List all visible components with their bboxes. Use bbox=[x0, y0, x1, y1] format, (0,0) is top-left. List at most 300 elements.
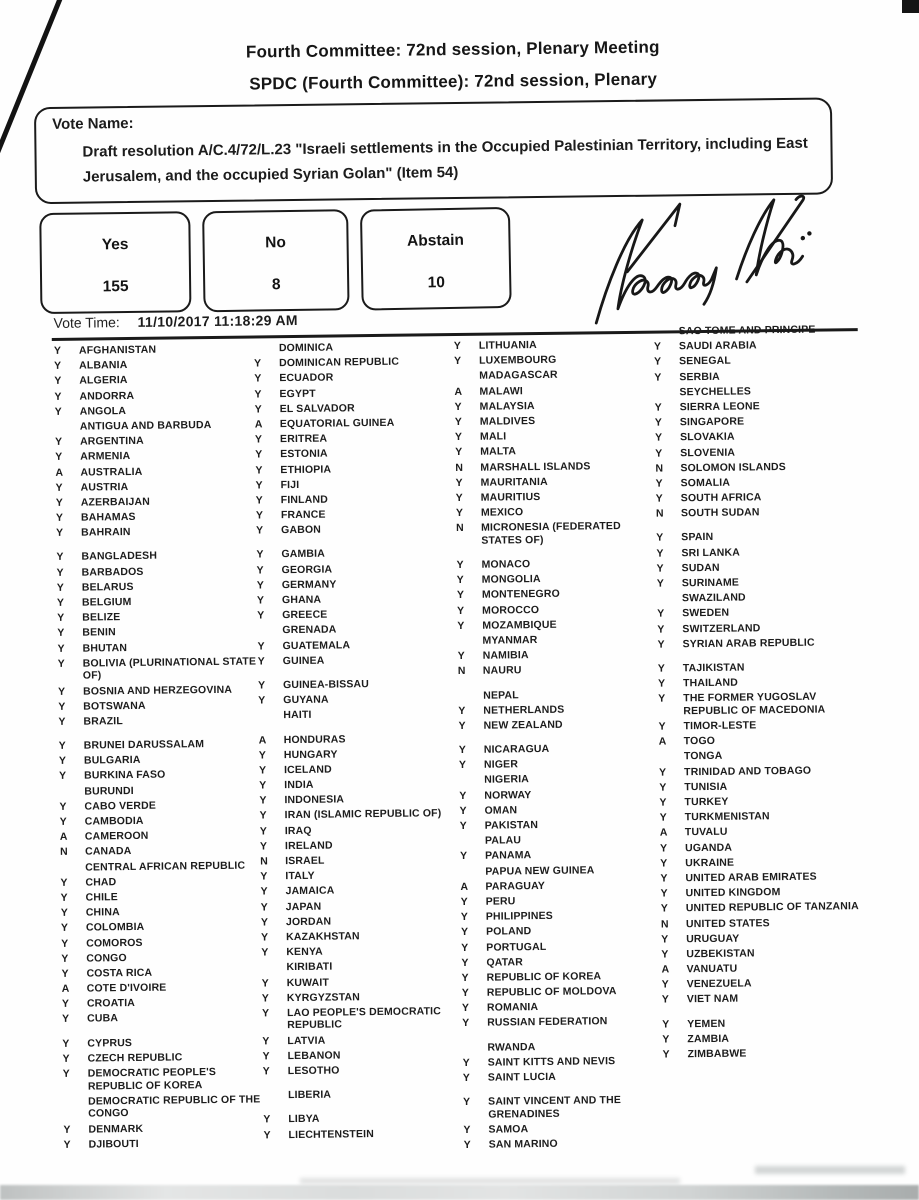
vote-row bbox=[256, 546, 456, 561]
vote-letter: Y bbox=[257, 609, 265, 622]
country-name: COLOMBIA bbox=[85, 921, 145, 934]
vote-row bbox=[458, 702, 658, 717]
country-name: BRAZIL bbox=[83, 715, 123, 728]
vote-row bbox=[461, 924, 661, 939]
country-name: GUYANA bbox=[283, 693, 329, 707]
country-name: UNITED KINGDOM bbox=[685, 886, 781, 900]
vote-letter: Y bbox=[60, 922, 69, 935]
country-name: JORDAN bbox=[285, 915, 332, 928]
country-name: NAMIBIA bbox=[482, 649, 529, 662]
vote-row bbox=[460, 848, 660, 863]
country-name: NORWAY bbox=[484, 788, 532, 802]
vote-row bbox=[659, 748, 919, 764]
country-name: SOMALIA bbox=[680, 476, 731, 490]
vote-row bbox=[459, 742, 659, 757]
vote-letter: Y bbox=[256, 524, 264, 537]
vote-letter: Y bbox=[261, 931, 269, 944]
vote-row bbox=[256, 522, 456, 537]
vote-letter: Y bbox=[260, 916, 269, 929]
tally-box-no bbox=[202, 209, 349, 312]
vote-row bbox=[662, 991, 919, 1007]
country-name: KUWAIT bbox=[286, 976, 330, 989]
vote-letter: Y bbox=[654, 416, 662, 429]
country-name: MYANMAR bbox=[482, 634, 538, 647]
country-name: MADAGASCAR bbox=[479, 369, 558, 383]
vote-letter: Y bbox=[456, 558, 464, 572]
vote-row bbox=[257, 638, 457, 653]
country-name: DENMARK bbox=[88, 1122, 144, 1136]
vote-row bbox=[455, 474, 655, 489]
country-name: SWEDEN bbox=[682, 607, 730, 620]
vote-letter: Y bbox=[53, 344, 62, 357]
country-name: COTE D'IVOIRE bbox=[86, 981, 167, 995]
vote-letter: Y bbox=[256, 548, 264, 561]
country-name: ERITREA bbox=[279, 432, 328, 446]
vote-letter: N bbox=[655, 507, 664, 520]
country-name: CANADA bbox=[84, 845, 132, 858]
vote-letter: Y bbox=[462, 1017, 470, 1030]
vote-row bbox=[464, 1137, 664, 1152]
vote-letter: Y bbox=[254, 387, 262, 401]
vote-letter: Y bbox=[459, 804, 467, 817]
country-name: MONACO bbox=[481, 558, 531, 571]
country-name: CHAD bbox=[85, 875, 117, 889]
country-name: MOZAMBIQUE bbox=[482, 618, 557, 632]
vote-row bbox=[262, 1033, 462, 1048]
vote-row bbox=[660, 839, 919, 855]
country-name: PAPUA NEW GUINEA bbox=[485, 863, 595, 878]
vote-letter: Y bbox=[259, 794, 267, 807]
vote-letter: Y bbox=[56, 566, 64, 579]
vote-letter: Y bbox=[656, 562, 664, 575]
vote-letter: Y bbox=[256, 594, 265, 607]
vote-row bbox=[655, 444, 917, 460]
country-name: BURKINA FASO bbox=[84, 769, 166, 783]
vote-letter: A bbox=[254, 418, 263, 431]
country-name: UGANDA bbox=[684, 841, 733, 854]
country-name: MEXICO bbox=[480, 506, 524, 519]
vote-letter: Y bbox=[259, 840, 268, 853]
vote-row bbox=[258, 692, 458, 707]
country-name: UNITED REPUBLIC OF TANZANIA bbox=[685, 900, 859, 915]
document-title-line1: Fourth Committee: 72nd session, Plenary Meeting bbox=[245, 37, 660, 62]
country-name: NETHERLANDS bbox=[483, 703, 565, 717]
vote-letter: N bbox=[655, 462, 664, 475]
country-name: REPUBLIC OF MOLDOVA bbox=[486, 985, 617, 999]
vote-row bbox=[457, 633, 657, 648]
vote-letter: Y bbox=[261, 1007, 270, 1020]
vote-row bbox=[262, 990, 462, 1005]
vote-time-value: 11/10/2017 11:18:29 AM bbox=[137, 311, 298, 330]
country-name: VENEZUELA bbox=[686, 977, 752, 991]
vote-letter: Y bbox=[57, 657, 65, 670]
vote-row bbox=[260, 868, 460, 883]
vote-letter: Y bbox=[458, 719, 466, 732]
vote-letter: Y bbox=[657, 662, 665, 675]
vote-row bbox=[54, 373, 254, 388]
vote-letter: Y bbox=[462, 1071, 470, 1085]
vote-letter: Y bbox=[255, 509, 264, 522]
vote-letter: Y bbox=[461, 956, 469, 969]
tally-abstain-count: 10 bbox=[427, 274, 446, 292]
vote-letter: Y bbox=[59, 770, 67, 783]
country-name: ZAMBIA bbox=[687, 1032, 730, 1046]
vote-row bbox=[63, 1050, 263, 1065]
country-name: ITALY bbox=[285, 869, 315, 883]
vote-row bbox=[60, 859, 260, 874]
vote-row bbox=[661, 885, 919, 901]
vote-row bbox=[58, 655, 258, 683]
vote-letter: Y bbox=[260, 870, 268, 883]
vote-letter: Y bbox=[255, 494, 263, 507]
vote-row bbox=[261, 929, 461, 944]
vote-letter: Y bbox=[57, 627, 65, 640]
vote-row bbox=[261, 899, 461, 914]
vote-letter: Y bbox=[61, 952, 69, 965]
vote-letter: Y bbox=[54, 405, 62, 418]
country-name: INDONESIA bbox=[284, 793, 345, 807]
country-name: ARMENIA bbox=[80, 450, 131, 463]
country-name: SAINT VINCENT AND THE GRENADINES bbox=[488, 1094, 622, 1121]
country-name: BURUNDI bbox=[84, 784, 134, 798]
vote-letter: Y bbox=[62, 1052, 70, 1065]
country-name: CENTRAL AFRICAN REPUBLIC bbox=[85, 859, 246, 874]
vote-row bbox=[254, 386, 454, 401]
vote-letter: Y bbox=[456, 589, 465, 602]
vote-letter: A bbox=[659, 826, 668, 839]
vote-row bbox=[454, 383, 654, 398]
vote-letter: Y bbox=[255, 479, 263, 492]
country-name: AFGHANISTAN bbox=[78, 343, 157, 357]
vote-letter: Y bbox=[55, 511, 64, 524]
vote-row bbox=[657, 559, 919, 575]
vote-row bbox=[458, 717, 658, 732]
vote-row bbox=[60, 844, 260, 859]
vote-letter: Y bbox=[660, 902, 668, 915]
vote-letter: Y bbox=[261, 946, 269, 959]
vote-letter: Y bbox=[654, 371, 662, 384]
country-name: UNITED ARAB EMIRATES bbox=[685, 870, 817, 885]
vote-row bbox=[55, 434, 255, 449]
vote-letter: Y bbox=[653, 340, 662, 353]
vote-letter: Y bbox=[61, 998, 69, 1011]
vote-row bbox=[656, 489, 918, 505]
country-name: REPUBLIC OF KOREA bbox=[486, 970, 602, 984]
vote-letter: Y bbox=[661, 993, 669, 1007]
scan-diagonal-line-artifact bbox=[0, 0, 80, 160]
country-name: SPAIN bbox=[681, 531, 714, 544]
vote-row bbox=[263, 1087, 463, 1102]
vote-letter: Y bbox=[460, 850, 468, 863]
vote-letter: Y bbox=[258, 764, 267, 777]
vote-letter: Y bbox=[455, 476, 463, 489]
vote-letter: Y bbox=[62, 1037, 70, 1050]
vote-row bbox=[257, 607, 457, 622]
vote-row bbox=[261, 959, 461, 974]
country-name: NAURU bbox=[482, 664, 522, 678]
vote-letter: Y bbox=[654, 355, 662, 368]
vote-row bbox=[461, 909, 661, 924]
country-name: BARBADOS bbox=[81, 565, 144, 579]
vote-letter: Y bbox=[56, 581, 64, 594]
country-name: LAO PEOPLE'S DEMOCRATIC REPUBLIC bbox=[286, 1005, 442, 1032]
vote-letter: Y bbox=[461, 941, 469, 954]
country-name: CHILE bbox=[85, 891, 118, 904]
vote-name-label: Vote Name: bbox=[52, 114, 134, 133]
scan-corner-mark-artifact bbox=[902, 0, 919, 13]
vote-row bbox=[57, 610, 257, 625]
vote-row bbox=[656, 505, 918, 521]
vote-letter: Y bbox=[60, 876, 68, 889]
vote-row bbox=[655, 459, 917, 475]
country-name: GUINEA bbox=[282, 654, 325, 667]
country-name: LEBANON bbox=[287, 1049, 341, 1062]
country-name: SINGAPORE bbox=[679, 415, 745, 429]
vote-letter: Y bbox=[659, 842, 668, 855]
vote-letter: Y bbox=[458, 744, 466, 757]
vote-letter: Y bbox=[260, 885, 268, 898]
country-name: JAMAICA bbox=[285, 884, 335, 898]
vote-row bbox=[59, 768, 259, 783]
country-name: SLOVAKIA bbox=[679, 430, 735, 444]
vote-letter: Y bbox=[456, 574, 464, 587]
vote-letter: Y bbox=[661, 933, 669, 946]
vote-row bbox=[257, 592, 457, 607]
country-name: KIRIBATI bbox=[286, 960, 333, 974]
country-name: MOROCCO bbox=[482, 603, 540, 617]
vote-letter: N bbox=[660, 917, 669, 931]
vote-row bbox=[460, 818, 660, 833]
vote-row bbox=[62, 981, 262, 996]
country-name: ETHIOPIA bbox=[280, 463, 332, 476]
country-name: BULGARIA bbox=[83, 754, 141, 767]
vote-letter: Y bbox=[657, 607, 665, 620]
vote-letter: Y bbox=[55, 451, 63, 464]
vote-letter: Y bbox=[262, 1065, 270, 1078]
vote-row bbox=[463, 1094, 663, 1122]
country-name: TURKMENISTAN bbox=[684, 810, 770, 824]
vote-row bbox=[262, 1048, 462, 1063]
vote-column bbox=[54, 342, 264, 1159]
country-name: VANUATU bbox=[686, 962, 738, 976]
vote-row bbox=[56, 525, 256, 540]
vote-row bbox=[260, 807, 460, 822]
vote-row bbox=[656, 474, 918, 490]
country-name: SAUDI ARABIA bbox=[678, 339, 757, 353]
vote-letter: Y bbox=[662, 1048, 670, 1061]
country-name: NEPAL bbox=[483, 688, 519, 702]
vote-letter: Y bbox=[661, 978, 669, 991]
vote-row bbox=[63, 1093, 263, 1121]
country-name: ECUADOR bbox=[279, 371, 334, 385]
country-name: COSTA RICA bbox=[86, 966, 153, 980]
vote-row bbox=[256, 492, 456, 507]
vote-row bbox=[461, 894, 661, 909]
vote-row bbox=[654, 368, 916, 384]
vote-row bbox=[55, 449, 255, 464]
tally-yes-count: 155 bbox=[102, 278, 129, 296]
vote-row bbox=[459, 787, 659, 802]
vote-letter: Y bbox=[258, 694, 266, 707]
vote-row bbox=[655, 398, 917, 414]
vote-row bbox=[463, 1122, 663, 1137]
vote-letter: Y bbox=[254, 372, 262, 385]
vote-row bbox=[661, 945, 919, 961]
country-name: SYRIAN ARAB REPUBLIC bbox=[682, 636, 815, 651]
vote-row bbox=[62, 1035, 262, 1050]
country-name: BENIN bbox=[82, 626, 116, 639]
vote-letter: Y bbox=[58, 755, 67, 768]
vote-row bbox=[263, 1111, 463, 1126]
vote-letter: Y bbox=[457, 619, 465, 632]
vote-letter: Y bbox=[459, 819, 467, 833]
country-name: POLAND bbox=[485, 925, 532, 939]
vote-row bbox=[659, 763, 919, 779]
country-name: CAMBODIA bbox=[84, 814, 144, 828]
country-name: INDIA bbox=[284, 778, 314, 792]
vote-letter: Y bbox=[58, 685, 66, 698]
vote-letter: Y bbox=[55, 481, 63, 494]
vote-letter: Y bbox=[657, 638, 665, 651]
vote-row bbox=[56, 549, 256, 564]
vote-letter: Y bbox=[458, 759, 467, 772]
country-name: BAHRAIN bbox=[81, 526, 131, 539]
vote-row bbox=[57, 579, 257, 594]
tally-no-label: No bbox=[265, 234, 287, 252]
vote-letter: Y bbox=[457, 650, 465, 663]
country-name: LIBERIA bbox=[287, 1088, 332, 1102]
country-name: MALDIVES bbox=[479, 414, 536, 428]
vote-letter: A bbox=[661, 963, 670, 976]
country-name: AUSTRALIA bbox=[80, 465, 143, 479]
country-name: QATAR bbox=[486, 955, 524, 969]
vote-letter: Y bbox=[58, 700, 66, 713]
country-name: DEMOCRATIC REPUBLIC OF THE CONGO bbox=[88, 1093, 261, 1120]
vote-row bbox=[59, 783, 259, 798]
vote-row bbox=[662, 976, 919, 992]
vote-letter: Y bbox=[461, 971, 469, 984]
vote-time-label: Vote Time: bbox=[53, 314, 120, 331]
country-name: LITHUANIA bbox=[478, 339, 537, 352]
country-name: DEMOCRATIC PEOPLE'S REPUBLIC OF KOREA bbox=[87, 1066, 217, 1093]
vote-letter: A bbox=[61, 982, 70, 995]
vote-letter: Y bbox=[660, 887, 668, 900]
country-name: TIMOR-LESTE bbox=[683, 719, 757, 733]
country-name: MAURITANIA bbox=[480, 475, 548, 489]
country-name: DJIBOUTI bbox=[88, 1137, 139, 1151]
vote-letter: N bbox=[59, 846, 68, 859]
vote-letter: N bbox=[456, 522, 464, 535]
country-name: TUVALU bbox=[684, 826, 728, 839]
vote-row bbox=[454, 338, 654, 353]
vote-letter: Y bbox=[660, 857, 668, 870]
country-name: PAKISTAN bbox=[484, 819, 539, 832]
vote-row bbox=[255, 446, 455, 461]
country-name: LESOTHO bbox=[287, 1064, 340, 1078]
vote-letter: Y bbox=[257, 655, 265, 668]
country-name: FIJI bbox=[280, 478, 300, 491]
vote-row bbox=[259, 792, 459, 807]
vote-letter: Y bbox=[56, 527, 64, 540]
country-name: TAJIKISTAN bbox=[682, 661, 745, 675]
country-name: SAINT KITTS AND NEVIS bbox=[487, 1054, 616, 1069]
vote-letter: Y bbox=[461, 987, 469, 1000]
vote-letter: N bbox=[457, 665, 466, 678]
country-name: ANDORRA bbox=[79, 389, 135, 403]
country-name: SRI LANKA bbox=[681, 546, 741, 559]
vote-letter: Y bbox=[55, 496, 63, 509]
vote-row bbox=[259, 777, 459, 792]
country-name: MALAYSIA bbox=[479, 399, 535, 413]
vote-row bbox=[261, 944, 461, 959]
vote-row bbox=[660, 824, 919, 840]
vote-row bbox=[259, 762, 459, 777]
vote-letter: Y bbox=[659, 766, 667, 779]
country-name: AZERBAIJAN bbox=[80, 495, 151, 509]
vote-row bbox=[657, 574, 919, 590]
vote-row bbox=[55, 418, 255, 433]
country-name: MALI bbox=[479, 430, 507, 443]
vote-letter: Y bbox=[460, 926, 469, 939]
country-name: PANAMA bbox=[485, 849, 532, 863]
country-name: CROATIA bbox=[86, 997, 136, 1010]
vote-row bbox=[660, 809, 919, 825]
vote-row bbox=[56, 510, 256, 525]
tally-abstain-label: Abstain bbox=[406, 231, 465, 250]
vote-row bbox=[63, 1121, 263, 1136]
vote-row bbox=[662, 1045, 919, 1061]
vote-row bbox=[654, 338, 916, 354]
country-name: GUATEMALA bbox=[282, 638, 351, 652]
vote-row bbox=[655, 414, 917, 430]
vote-letter: Y bbox=[258, 749, 266, 762]
country-name: ESTONIA bbox=[280, 447, 328, 461]
country-name: YEMEN bbox=[687, 1017, 726, 1030]
vote-row bbox=[659, 778, 919, 794]
vote-row bbox=[255, 431, 455, 446]
vote-row bbox=[60, 813, 260, 828]
vote-row bbox=[259, 732, 459, 747]
vote-letter: Y bbox=[261, 976, 269, 989]
vote-row bbox=[255, 462, 455, 477]
vote-row bbox=[254, 355, 454, 370]
vote-letter: Y bbox=[61, 937, 69, 950]
country-name: HUNGARY bbox=[283, 748, 338, 761]
tally-box-abstain bbox=[360, 207, 512, 311]
country-name: EL SALVADOR bbox=[279, 402, 355, 415]
vote-row bbox=[662, 1015, 919, 1031]
vote-letter: Y bbox=[463, 1096, 471, 1109]
vote-row bbox=[59, 738, 259, 753]
country-name: ALGERIA bbox=[79, 374, 128, 387]
country-name: EGYPT bbox=[279, 387, 316, 400]
vote-row bbox=[457, 587, 657, 602]
country-name: BHUTAN bbox=[82, 641, 128, 655]
vote-letter: Y bbox=[59, 815, 67, 828]
vote-row bbox=[460, 802, 660, 817]
vote-letter: Y bbox=[254, 403, 262, 416]
vote-row bbox=[257, 562, 457, 577]
vote-row bbox=[61, 965, 261, 980]
country-name: VIET NAM bbox=[686, 993, 739, 1006]
vote-letter: Y bbox=[455, 446, 463, 459]
vote-letter: Y bbox=[62, 1013, 70, 1026]
vote-row bbox=[254, 340, 454, 355]
vote-row bbox=[658, 674, 919, 690]
country-name: ARGENTINA bbox=[79, 434, 144, 448]
country-name: MALAWI bbox=[479, 384, 524, 398]
country-name: OMAN bbox=[484, 804, 518, 817]
